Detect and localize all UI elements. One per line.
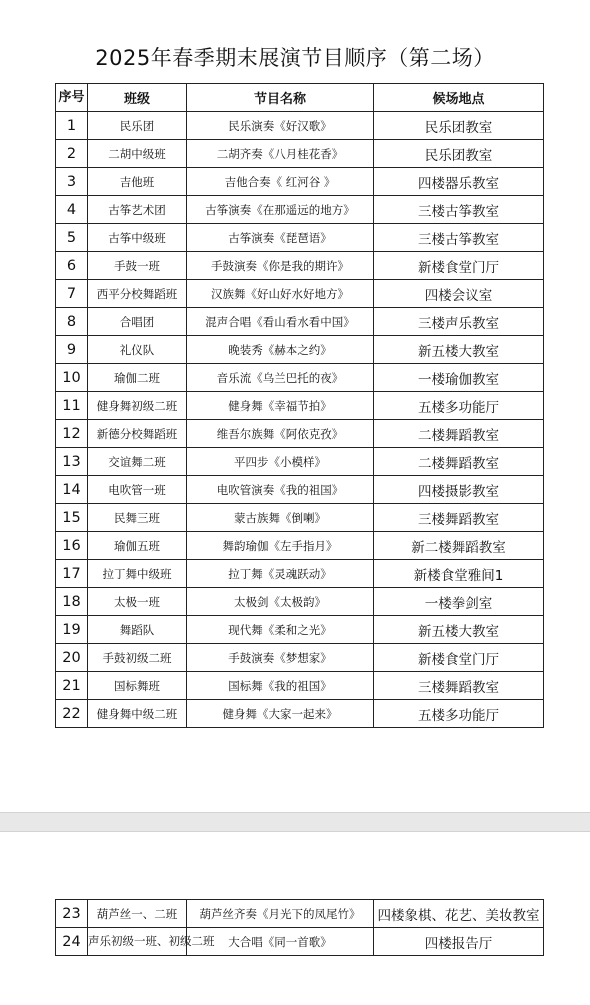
- row-waiting-location: 四楼象棋、花艺、美妆教室: [374, 900, 544, 928]
- schedule-table-continued: [55, 899, 544, 956]
- row-program-name: 现代舞《柔和之光》: [187, 616, 374, 644]
- schedule-table-continued-body: [56, 900, 544, 956]
- row-waiting-location: 一楼拳剑室: [374, 588, 544, 616]
- row-program-name: 葫芦丝齐奏《月光下的凤尾竹》: [187, 900, 374, 928]
- row-seq-number: 23: [56, 900, 88, 928]
- row-program-name: 大合唱《同一首歌》: [187, 928, 374, 956]
- row-seq-number: 3: [56, 168, 88, 196]
- row-seq-number: 13: [56, 448, 88, 476]
- row-class-name: 礼仪队: [88, 336, 187, 364]
- row-program-name: 电吹管演奏《我的祖国》: [187, 476, 374, 504]
- row-program-name: 混声合唱《看山看水看中国》: [187, 308, 374, 336]
- row-program-name: 太极剑《太极韵》: [187, 588, 374, 616]
- row-class-name: 声乐初级一班、初级二班: [88, 928, 187, 956]
- row-program-name: 手鼓演奏《梦想家》: [187, 644, 374, 672]
- row-waiting-location: 民乐团教室: [374, 140, 544, 168]
- row-waiting-location: 四楼报告厅: [374, 928, 544, 956]
- table-row: [56, 532, 544, 560]
- table-row: [56, 168, 544, 196]
- header-program: 节目名称: [187, 84, 374, 112]
- row-seq-number: 4: [56, 196, 88, 224]
- row-program-name: 晚装秀《赫本之约》: [187, 336, 374, 364]
- table-row: [56, 560, 544, 588]
- table-row: [56, 616, 544, 644]
- table-row: [56, 700, 544, 728]
- row-class-name: 健身舞初级二班: [88, 392, 187, 420]
- table-header-row: [56, 84, 544, 112]
- table-row: [56, 392, 544, 420]
- table-row: [56, 112, 544, 140]
- row-program-name: 舞韵瑜伽《左手指月》: [187, 532, 374, 560]
- table-row: [56, 280, 544, 308]
- row-seq-number: 2: [56, 140, 88, 168]
- row-class-name: 交谊舞二班: [88, 448, 187, 476]
- row-class-name: 国标舞班: [88, 672, 187, 700]
- document-page-2: [0, 832, 590, 1005]
- row-program-name: 手鼓演奏《你是我的期许》: [187, 252, 374, 280]
- page-separator: [0, 812, 590, 832]
- table-row: [56, 196, 544, 224]
- table-row: [56, 644, 544, 672]
- row-seq-number: 11: [56, 392, 88, 420]
- row-waiting-location: 二楼舞蹈教室: [374, 420, 544, 448]
- row-seq-number: 17: [56, 560, 88, 588]
- row-seq-number: 9: [56, 336, 88, 364]
- row-class-name: 瑜伽五班: [88, 532, 187, 560]
- row-program-name: 古筝演奏《琵琶语》: [187, 224, 374, 252]
- row-class-name: 拉丁舞中级班: [88, 560, 187, 588]
- row-seq-number: 24: [56, 928, 88, 956]
- row-waiting-location: 四楼摄影教室: [374, 476, 544, 504]
- row-seq-number: 12: [56, 420, 88, 448]
- table-row: [56, 504, 544, 532]
- row-waiting-location: 四楼器乐教室: [374, 168, 544, 196]
- table-row: [56, 588, 544, 616]
- row-waiting-location: 新五楼大教室: [374, 336, 544, 364]
- schedule-table-body: [56, 112, 544, 728]
- row-class-name: 瑜伽二班: [88, 364, 187, 392]
- row-waiting-location: 三楼古筝教室: [374, 224, 544, 252]
- table-row: [56, 672, 544, 700]
- row-seq-number: 21: [56, 672, 88, 700]
- row-waiting-location: 三楼舞蹈教室: [374, 504, 544, 532]
- table-row: [56, 928, 544, 956]
- row-class-name: 古筝艺术团: [88, 196, 187, 224]
- table-row: [56, 252, 544, 280]
- row-class-name: 合唱团: [88, 308, 187, 336]
- table-row: [56, 308, 544, 336]
- table-row: [56, 336, 544, 364]
- table-row: [56, 364, 544, 392]
- row-seq-number: 14: [56, 476, 88, 504]
- row-seq-number: 1: [56, 112, 88, 140]
- row-seq-number: 7: [56, 280, 88, 308]
- row-waiting-location: 新楼食堂雅间1: [374, 560, 544, 588]
- row-waiting-location: 三楼声乐教室: [374, 308, 544, 336]
- row-program-name: 健身舞《幸福节拍》: [187, 392, 374, 420]
- row-seq-number: 18: [56, 588, 88, 616]
- row-class-name: 太极一班: [88, 588, 187, 616]
- row-program-name: 健身舞《大家一起来》: [187, 700, 374, 728]
- row-seq-number: 15: [56, 504, 88, 532]
- row-seq-number: 19: [56, 616, 88, 644]
- row-waiting-location: 五楼多功能厅: [374, 700, 544, 728]
- table-row: [56, 448, 544, 476]
- schedule-table: [55, 83, 544, 728]
- row-program-name: 蒙古族舞《倒喇》: [187, 504, 374, 532]
- row-waiting-location: 二楼舞蹈教室: [374, 448, 544, 476]
- header-location: 候场地点: [374, 84, 544, 112]
- row-seq-number: 10: [56, 364, 88, 392]
- row-class-name: 手鼓一班: [88, 252, 187, 280]
- row-class-name: 民乐团: [88, 112, 187, 140]
- row-class-name: 二胡中级班: [88, 140, 187, 168]
- row-program-name: 汉族舞《好山好水好地方》: [187, 280, 374, 308]
- row-program-name: 吉他合奏《 红河谷 》: [187, 168, 374, 196]
- header-seq: 序号: [56, 84, 88, 112]
- row-program-name: 音乐流《乌兰巴托的夜》: [187, 364, 374, 392]
- row-waiting-location: 一楼瑜伽教室: [374, 364, 544, 392]
- row-program-name: 拉丁舞《灵魂跃动》: [187, 560, 374, 588]
- row-class-name: 民舞三班: [88, 504, 187, 532]
- row-class-name: 手鼓初级二班: [88, 644, 187, 672]
- table-row: [56, 476, 544, 504]
- header-class: 班级: [88, 84, 187, 112]
- row-seq-number: 16: [56, 532, 88, 560]
- row-seq-number: 5: [56, 224, 88, 252]
- row-class-name: 健身舞中级二班: [88, 700, 187, 728]
- table-row: [56, 140, 544, 168]
- table-row: [56, 224, 544, 252]
- row-seq-number: 22: [56, 700, 88, 728]
- row-seq-number: 20: [56, 644, 88, 672]
- row-waiting-location: 四楼会议室: [374, 280, 544, 308]
- row-class-name: 西平分校舞蹈班: [88, 280, 187, 308]
- page-title: 2025年春季期末展演节目顺序（第二场）: [95, 46, 495, 70]
- row-waiting-location: 民乐团教室: [374, 112, 544, 140]
- row-program-name: 维吾尔族舞《阿依克孜》: [187, 420, 374, 448]
- row-waiting-location: 三楼舞蹈教室: [374, 672, 544, 700]
- row-class-name: 新德分校舞蹈班: [88, 420, 187, 448]
- row-class-name: 舞蹈队: [88, 616, 187, 644]
- row-class-name: 吉他班: [88, 168, 187, 196]
- row-class-name: 葫芦丝一、二班: [88, 900, 187, 928]
- row-waiting-location: 新楼食堂门厅: [374, 644, 544, 672]
- row-waiting-location: 新楼食堂门厅: [374, 252, 544, 280]
- row-program-name: 民乐演奏《好汉歌》: [187, 112, 374, 140]
- table-row: [56, 420, 544, 448]
- row-waiting-location: 三楼古筝教室: [374, 196, 544, 224]
- row-waiting-location: 五楼多功能厅: [374, 392, 544, 420]
- row-program-name: 平四步《小模样》: [187, 448, 374, 476]
- row-program-name: 古筝演奏《在那遥远的地方》: [187, 196, 374, 224]
- row-waiting-location: 新二楼舞蹈教室: [374, 532, 544, 560]
- row-seq-number: 8: [56, 308, 88, 336]
- row-program-name: 二胡齐奏《八月桂花香》: [187, 140, 374, 168]
- row-class-name: 电吹管一班: [88, 476, 187, 504]
- row-class-name: 古筝中级班: [88, 224, 187, 252]
- row-waiting-location: 新五楼大教室: [374, 616, 544, 644]
- table-row: [56, 900, 544, 928]
- row-seq-number: 6: [56, 252, 88, 280]
- row-program-name: 国标舞《我的祖国》: [187, 672, 374, 700]
